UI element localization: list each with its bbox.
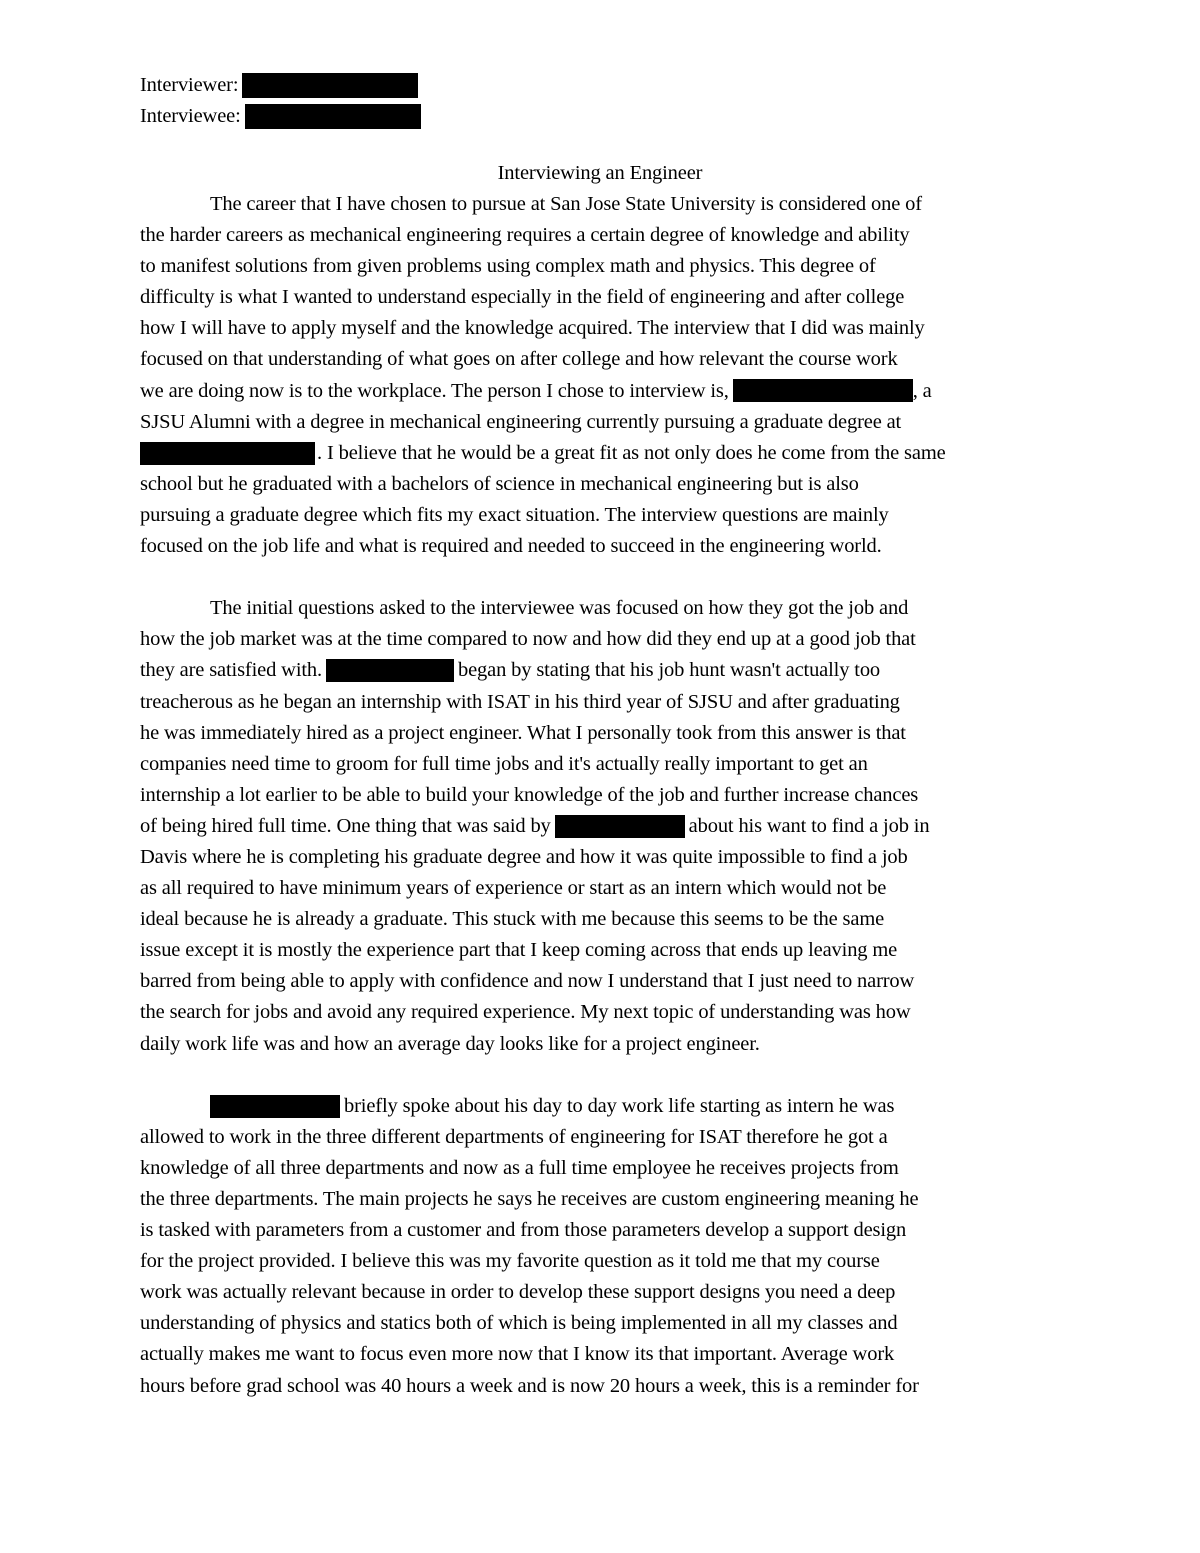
text-span: . I believe that he would be a great fit as not only does he come from the same <box>317 441 946 464</box>
text-line: daily work life was and how an average day looks like for a project engineer. <box>140 1032 760 1055</box>
text-line <box>140 438 1060 469</box>
text-line: SJSU Alumni with a degree in mechanical engineering currently pursuing a graduate degree at <box>140 410 902 433</box>
document-title: Interviewing an Engineer <box>497 162 703 184</box>
text-line: actually makes me want to focus even more now that I know its that important. Average work <box>140 1343 895 1366</box>
interviewer-label: Interviewer: <box>140 74 239 96</box>
redacted-name <box>326 659 454 682</box>
text-line: issue except it is mostly the experience part that I keep coming across that ends up leaving me <box>140 939 898 962</box>
text-line <box>140 376 1060 407</box>
text-line <box>140 1091 1060 1122</box>
text-line: for the project provided. I believe this was my favorite question as it told me that my course <box>140 1250 880 1273</box>
paragraph-gap <box>140 1060 1060 1091</box>
text-span: began by stating that his job hunt wasn't actually too <box>457 659 881 682</box>
text-line: how the job market was at the time compared to now and how did they end up at a good job that <box>140 628 916 651</box>
text-span: , a <box>912 379 932 402</box>
text-line: treacherous as he began an internship with ISAT in his third year of SJSU and after graduating <box>140 690 900 713</box>
text-span: they are satisfied with. <box>140 659 322 682</box>
text-span: about his want to find a job in <box>688 814 930 837</box>
paragraph-gap <box>140 562 1060 593</box>
text-line: is tasked with parameters from a customer and from those parameters develop a support design <box>140 1219 907 1242</box>
interviewee-line <box>140 103 421 130</box>
text-span: briefly spoke about his day to day work life starting as intern he was <box>344 1094 895 1117</box>
text-line: The career that I have chosen to pursue at San Jose State University is considered one of <box>210 193 922 215</box>
text-line: as all required to have minimum years of experience or start as an intern which would not be <box>140 877 887 900</box>
redacted-interviewer-name <box>242 73 418 98</box>
text-line: focused on that understanding of what goes on after college and how relevant the course work <box>140 348 898 371</box>
text-line: the three departments. The main projects he says he receives are custom engineering meaning he <box>140 1188 919 1210</box>
interviewer-line <box>140 72 418 99</box>
text-line: the harder careers as mechanical engineering requires a certain degree of knowledge and ability <box>140 224 910 247</box>
text-line: the search for jobs and avoid any required experience. My next topic of understanding was how <box>140 1001 911 1024</box>
text-line: work was actually relevant because in order to develop these support designs you need a deep <box>140 1281 896 1304</box>
text-line: barred from being able to apply with confidence and now I understand that I just need to narrow <box>140 970 915 993</box>
text-line: to manifest solutions from given problems using complex math and physics. This degree of <box>140 255 876 278</box>
text-line <box>140 655 1060 686</box>
interviewee-label: Interviewee: <box>140 105 241 127</box>
text-line: allowed to work in the three different departments of engineering for ISAT therefore he got a <box>140 1125 888 1148</box>
text-line: internship a lot earlier to be able to build your knowledge of the job and further increase chances <box>140 783 919 806</box>
text-span: we are doing now is to the workplace. The person I chose to interview is, <box>140 379 729 402</box>
text-line: pursuing a graduate degree which fits my exact situation. The interview questions are mainly <box>140 503 889 526</box>
redacted-name <box>210 1095 340 1118</box>
redacted-school <box>140 442 315 465</box>
text-line: focused on the job life and what is required and needed to succeed in the engineering world. <box>140 535 882 558</box>
redacted-name <box>733 379 913 402</box>
text-line: difficulty is what I wanted to understand especially in the field of engineering and after college <box>140 286 905 309</box>
redacted-interviewee-name <box>245 104 421 129</box>
text-line: ideal because he is already a graduate. This stuck with me because this seems to be the same <box>140 908 885 931</box>
text-line <box>140 811 1060 842</box>
text-line: knowledge of all three departments and now as a full time employee he receives projects from <box>140 1156 899 1179</box>
text-line: The initial questions asked to the interviewee was focused on how they got the job and <box>210 597 909 620</box>
text-line: Davis where he is completing his graduate degree and how it was quite impossible to find a job <box>140 845 908 868</box>
text-line: understanding of physics and statics both of which is being implemented in all my classes and <box>140 1312 898 1335</box>
text-line: school but he graduated with a bachelors of science in mechanical engineering but is also <box>140 472 859 495</box>
text-line: how I will have to apply myself and the knowledge acquired. The interview that I did was mainly <box>140 317 925 340</box>
document-body <box>140 189 1060 1402</box>
text-line: he was immediately hired as a project engineer. What I personally took from this answer is that <box>140 721 906 744</box>
text-span: of being hired full time. One thing that was said by <box>140 814 551 837</box>
redacted-name <box>555 815 685 838</box>
text-line: hours before grad school was 40 hours a week and is now 20 hours a week, this is a reminder for <box>140 1374 919 1397</box>
text-line: companies need time to groom for full time jobs and it's actually really important to get an <box>140 752 868 775</box>
